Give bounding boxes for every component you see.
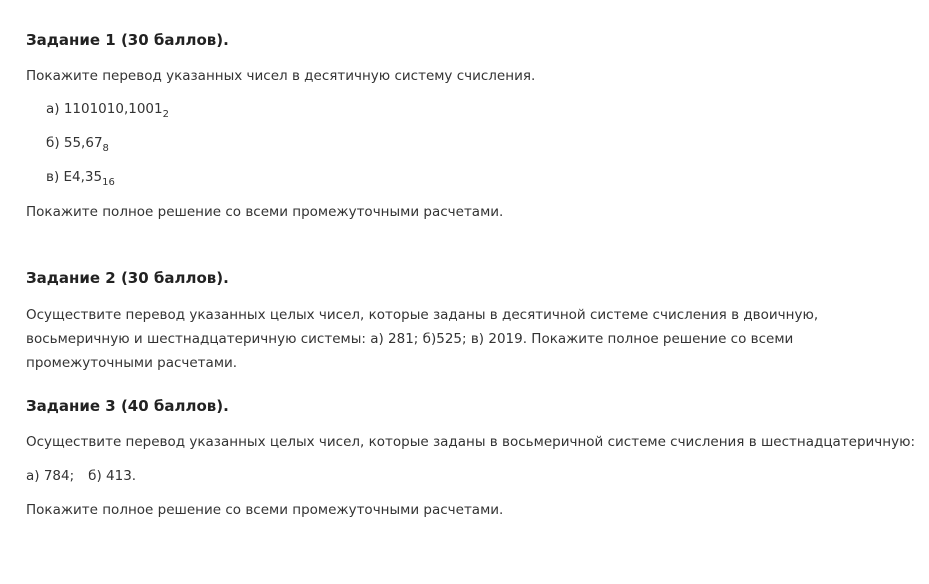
task-1-outro: Покажите полное решение со всеми промежуточными расчетами.: [26, 204, 504, 220]
task-1-item-b-base: 8: [102, 143, 109, 154]
task-1-item-c: [46, 169, 115, 188]
task-3-answer-a: а) 784;: [26, 468, 75, 484]
task-1-item-a-value: а) 1101010,1001: [46, 101, 163, 117]
task-3-outro: Покажите полное решение со всеми промежуточными расчетами.: [26, 502, 504, 518]
task-1-item-a: [46, 101, 169, 120]
task-2-title: Задание 2 (30 баллов).: [26, 269, 229, 287]
task-1-item-b-value: б) 55,67: [46, 135, 103, 151]
task-3-title: Задание 3 (40 баллов).: [26, 397, 229, 415]
task-2-text: Осуществите перевод указанных целых чисел, которые заданы в десятичной системе счисления в двоичную, восьмеричную и шестнадцатеричную системы: а) 281; б)525; в) 2019. Покажите полное решение со всеми промежуточными расчетами.: [26, 307, 819, 371]
task-1-item-c-base: 16: [102, 177, 115, 188]
task-1-item-b: [46, 135, 109, 154]
task-1-item-c-value: в) E4,35: [46, 169, 103, 185]
task-1-intro: Покажите перевод указанных чисел в десятичную систему счисления.: [26, 68, 536, 84]
task-1-title: Задание 1 (30 баллов).: [26, 31, 229, 49]
task-3-answer-b: б) 413.: [88, 468, 137, 484]
task-1-item-a-base: 2: [162, 109, 169, 120]
task-3-text: Осуществите перевод указанных целых чисел, которые заданы в восьмеричной системе счисления в шестнадцатеричную:: [26, 434, 916, 450]
task-3-answers: [26, 464, 150, 488]
